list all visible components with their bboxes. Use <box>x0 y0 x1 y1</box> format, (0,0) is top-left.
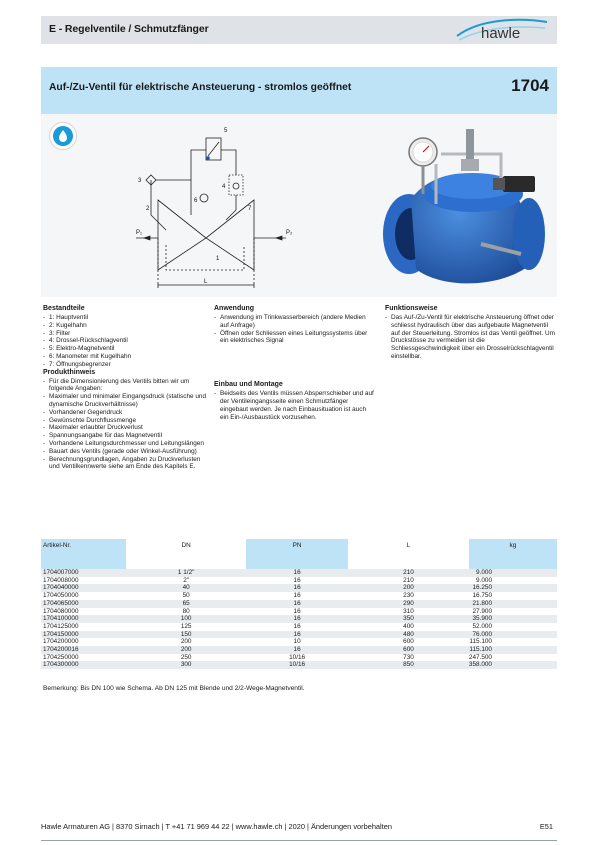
table-cell: 600 <box>348 646 469 654</box>
table-cell: 1704125000 <box>43 622 79 630</box>
table-cell: 290 <box>348 600 469 608</box>
label-5: 5 <box>224 128 228 134</box>
table-cell: 16.750 <box>472 592 492 600</box>
header-kg: kg <box>469 539 557 569</box>
table-cell: 300 <box>126 661 246 669</box>
table-row <box>41 646 557 654</box>
product-title-bar <box>41 67 557 114</box>
table-cell: 1704300000 <box>41 661 126 669</box>
table-cell: 1704040000 <box>41 584 126 592</box>
label-3: 3 <box>138 178 142 184</box>
table-cell: 16 <box>246 615 348 623</box>
label-1: 1 <box>216 256 220 262</box>
list-item: - 6: Manometer mit Kugelhahn <box>43 353 208 361</box>
table-cell: 150 <box>126 631 246 639</box>
table-row <box>41 638 557 646</box>
table-cell: 200 <box>180 638 192 646</box>
table-cell: 200 <box>348 584 469 592</box>
table-cell: 100 <box>126 615 246 623</box>
table-cell: 40 <box>126 584 246 592</box>
table-cell: 350 <box>348 615 469 623</box>
table-cell: 80 <box>182 607 190 615</box>
list-item: - Bauart des Ventils (gerade oder Winkel-Ausführung) <box>43 448 208 456</box>
table-cell: 16 <box>293 607 301 615</box>
label-p1: P₁ <box>136 230 143 236</box>
table-cell: 16 <box>246 569 348 577</box>
section-title: E - Regelventile / Schmutzfänger <box>49 23 209 35</box>
table-cell: 1704065000 <box>41 600 126 608</box>
logo-text: hawle <box>481 25 521 42</box>
bestandteile-title: Bestandteile <box>43 305 85 312</box>
table-cell: 358.000 <box>469 661 557 669</box>
header-dn: DN <box>126 539 246 569</box>
table-cell: 16 <box>293 576 301 584</box>
list-item: - Berechnungsgrundlagen, Angaben zu Druckverlusten und Ventilkennwerte siehe am Ende des Kapitels E. <box>43 456 208 472</box>
list-item: - Beidseits des Ventils müssen Absperrschieber und auf der Ventileingangsseite einen Schmutzfänger eingebaut werden. Je nach Einbausituation ist auch ein Ein-/Ausbaustück vorzusehen. <box>214 390 376 421</box>
produkthinweis-title: Produkthinweis <box>43 368 96 376</box>
bestandteile-list <box>43 314 208 369</box>
list-item: - Gewünschte Durchflussmenge <box>43 417 208 425</box>
table-cell: 1 1/2" <box>126 569 246 577</box>
table-cell: 9.000 <box>476 576 492 584</box>
table-cell: 27.900 <box>472 607 492 615</box>
table-row <box>41 608 557 616</box>
table-cell: 16 <box>293 592 301 600</box>
footer <box>41 822 557 831</box>
header-pn: PN <box>246 539 348 569</box>
product-number: 1704 <box>511 76 549 95</box>
table-cell: 1704050000 <box>43 592 79 600</box>
table-cell: 600 <box>403 638 414 646</box>
table-cell: 16 <box>246 631 348 639</box>
table-cell: 16 <box>246 646 348 654</box>
table-cell: 10/16 <box>246 661 348 669</box>
table-cell: 1704007000 <box>41 569 126 577</box>
table-cell: 310 <box>403 607 414 615</box>
table-cell: 10/16 <box>289 653 306 661</box>
table-cell: 1704080000 <box>43 607 79 615</box>
table-row <box>41 569 557 577</box>
table-cell: 115.100 <box>469 646 557 654</box>
footer-divider <box>41 840 557 841</box>
table-header-row <box>41 539 557 569</box>
page-number: E51 <box>539 822 553 831</box>
label-4: 4 <box>222 184 226 190</box>
table-row <box>41 661 557 669</box>
list-item: - Das Auf-/Zu-Ventil für elektrische Ansteuerung öffnet oder schliesst hydraulisch über das aufgebaute Magnetventil auf der Steuerleitung. Stromlos ist das Ventil geöffnet. Um Druckstösse zu vermeiden ist die Schliessgeschwindigkeit über ein Drosselrückschlagventil einstellbar. <box>385 314 555 361</box>
table-cell: 1704250000 <box>43 653 79 661</box>
table-cell: 730 <box>403 653 414 661</box>
table-note: Bemerkung: Bis DN 100 wie Schema. Ab DN 125 mit Blende und 2/2-Wege-Magnetventil. <box>43 685 305 692</box>
label-7: 7 <box>248 206 252 212</box>
list-item: - Öffnen oder Schliessen eines Leitungssystems über ein elektrisches Signal <box>214 330 376 346</box>
table-cell: 250 <box>180 653 192 661</box>
table-cell: 850 <box>348 661 469 669</box>
water-drop-icon <box>49 122 77 150</box>
list-item: - Vorhandene Leitungsdurchmesser und Leitungslängen <box>43 440 208 448</box>
table-cell: 21.800 <box>469 600 557 608</box>
table-cell: 16.250 <box>469 584 557 592</box>
header-l: L <box>348 539 469 569</box>
table-cell: 1704200000 <box>43 638 79 646</box>
list-item: - Maximaler und minimaler Eingangsdruck (statische und dynamische Druckverhältnisse) <box>43 393 208 409</box>
list-item: - 7: Öffnungsbegrenzer <box>43 361 208 369</box>
table-cell: 247.500 <box>468 653 492 661</box>
table-cell: 1704200016 <box>41 646 126 654</box>
table-row <box>41 577 557 585</box>
produkthinweis-list <box>43 378 208 472</box>
table-cell: 16 <box>246 584 348 592</box>
column-right <box>385 305 555 361</box>
valve-schematic-diagram <box>136 120 296 295</box>
list-item: - Anwendung im Trinkwasserbereich (andere Medien auf Anfrage) <box>214 314 376 330</box>
table-cell: 76.000 <box>469 631 557 639</box>
list-item: - 4: Drossel-Rückschlagventil <box>43 337 208 345</box>
table-row <box>41 631 557 639</box>
table-cell: 2" <box>183 576 190 584</box>
list-item: - Maximaler erlaubter Druckverlust <box>43 424 208 432</box>
table-cell: 35.900 <box>469 615 557 623</box>
table-cell: 16 <box>293 622 301 630</box>
table-cell: 16 <box>246 600 348 608</box>
hawle-logo <box>451 16 551 44</box>
funktion-title: Funktionsweise <box>385 305 438 312</box>
label-L: L <box>204 279 208 285</box>
label-p2: P₂ <box>286 230 293 236</box>
figure-area <box>41 114 557 297</box>
table-cell: 230 <box>403 592 414 600</box>
table-cell: 65 <box>126 600 246 608</box>
list-item: - 2: Kugelhahn <box>43 322 208 330</box>
table-cell: 1704150000 <box>41 631 126 639</box>
anwendung-title: Anwendung <box>214 305 255 312</box>
section-header-bar <box>41 16 557 44</box>
valve-product-image <box>381 124 551 294</box>
footer-text: Hawle Armaturen AG | 8370 Sirnach | T +41 71 969 44 22 | www.hawle.ch | 2020 | Änderungen vorbehalten <box>41 822 392 831</box>
table-cell: 1704100000 <box>41 615 126 623</box>
column-middle <box>214 305 376 421</box>
list-item: - Spannungsangabe für das Magnetventil <box>43 432 208 440</box>
einbau-title: Einbau und Montage <box>214 381 283 389</box>
table-cell: 52.000 <box>472 622 492 630</box>
table-cell: 50 <box>182 592 190 600</box>
column-left <box>43 305 208 471</box>
table-cell: 10 <box>293 638 301 646</box>
product-title: Auf-/Zu-Ventil für elektrische Ansteuerung - stromlos geöffnet <box>49 82 352 93</box>
label-2: 2 <box>146 206 150 212</box>
funktion-list <box>385 314 555 361</box>
table-cell: 210 <box>348 569 469 577</box>
einbau-list <box>214 390 376 421</box>
table-cell: 125 <box>180 622 192 630</box>
list-item: - Vorhandener Gegendruck <box>43 409 208 417</box>
table-cell: 1704008000 <box>43 576 79 584</box>
table-cell: 200 <box>126 646 246 654</box>
table-cell: 480 <box>348 631 469 639</box>
list-item: - 1: Hauptventil <box>43 314 208 322</box>
list-item: - Für die Dimensionierung des Ventils bitten wir um folgende Angaben: <box>43 378 208 394</box>
table-row <box>41 592 557 600</box>
table-row <box>41 654 557 662</box>
table-cell: 9.000 <box>469 569 557 577</box>
table-row <box>41 615 557 623</box>
article-table <box>41 539 557 669</box>
label-6: 6 <box>194 198 198 204</box>
anwendung-list <box>214 314 376 345</box>
table-body <box>41 569 557 669</box>
table-row <box>41 600 557 608</box>
list-item: - 5: Elektro-Magnetventil <box>43 345 208 353</box>
table-row <box>41 584 557 592</box>
header-artikel: Artikel-Nr. <box>41 539 126 569</box>
list-item: - 3: Filter <box>43 330 208 338</box>
table-cell: 115.100 <box>469 638 492 646</box>
table-cell: 400 <box>403 622 414 630</box>
table-row <box>41 623 557 631</box>
table-cell: 210 <box>403 576 414 584</box>
